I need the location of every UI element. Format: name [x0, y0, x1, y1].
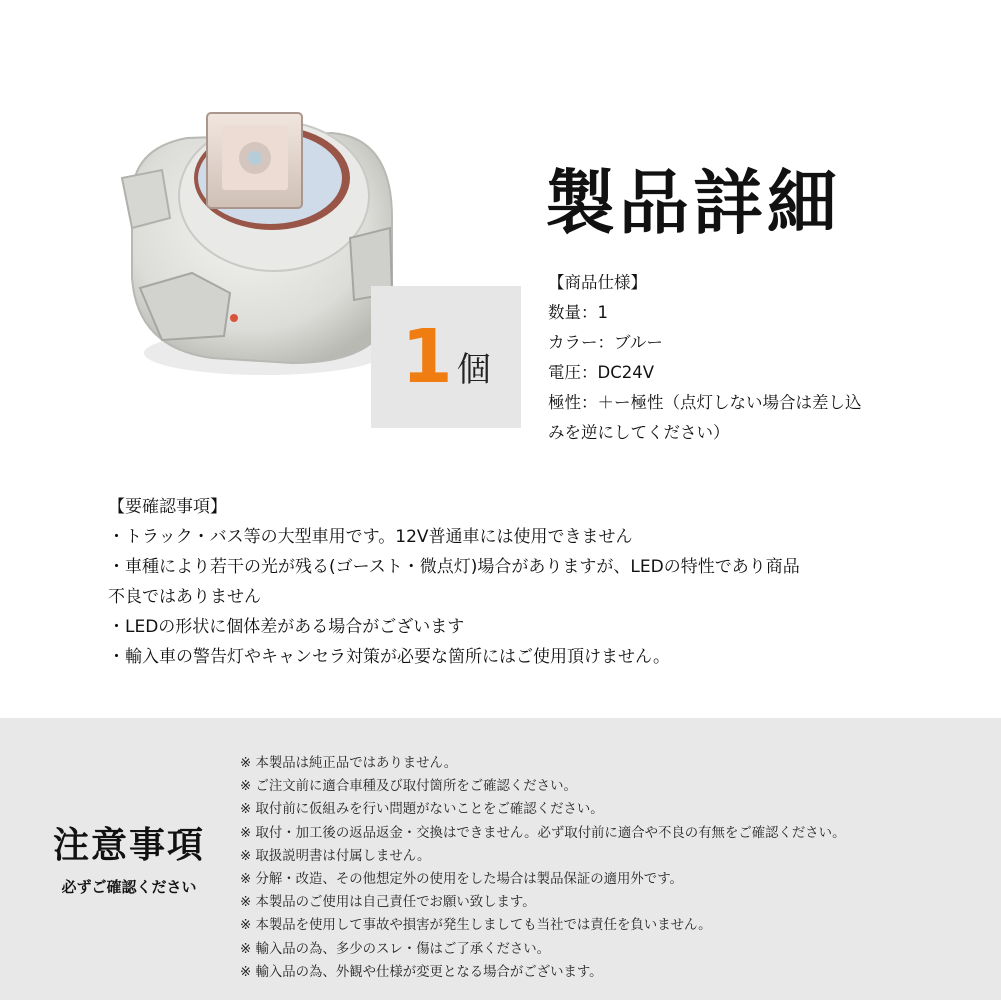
confirm-heading: 【要確認事項】 [108, 497, 227, 517]
caution-item: ※ 本製品を使用して事故や損害が発生しましても当社では責任を負いません。 [240, 918, 712, 934]
confirm-item-cont: 不良ではありません [108, 587, 261, 607]
caution-item: ※ 取付・加工後の返品返金・交換はできません。必ず取付前に適合や不良の有無をご確認ください。 [240, 825, 846, 841]
quantity-badge [371, 286, 521, 428]
spec-polarity: 極性：＋ー極性（点灯しない場合は差し込 [548, 393, 862, 412]
caution-item: ※ 取付前に仮組みを行い問題がないことをご確認ください。 [240, 802, 604, 818]
caution-item: ※ 輸入品の為、外観や仕様が変更となる場合がございます。 [240, 964, 603, 980]
caution-item: ※ 取扱説明書は付属しません。 [240, 848, 431, 864]
caution-subtitle: 必ずご確認ください [61, 878, 197, 896]
caution-heading [0, 825, 258, 897]
spec-polarity-cont: みを逆にしてください） [548, 423, 730, 442]
caution-item: ※ 分解・改造、その他想定外の使用をした場合は製品保証の適用外です。 [240, 872, 683, 888]
quantity-unit: 個 [456, 349, 491, 390]
caution-list [240, 752, 980, 984]
detail-title: 製品詳細 [545, 162, 841, 244]
confirm-item: ・LEDの形状に個体差がある場合がございます [108, 617, 465, 637]
spec-color: カラー：ブルー [548, 333, 663, 352]
caution-item: ※ ご注文前に適合車種及び取付箇所をご確認ください。 [240, 779, 577, 795]
caution-item: ※ 本製品は純正品ではありません。 [240, 756, 458, 771]
caution-item: ※ 本製品のご使用は自己責任でお願い致します。 [240, 895, 536, 911]
spec-heading: 【商品仕様】 [548, 273, 647, 292]
confirm-block [108, 492, 968, 672]
quantity-number: 1 [401, 314, 451, 400]
spec-voltage: 電圧：DC24V [548, 363, 655, 382]
spec-block [548, 268, 928, 448]
confirm-item: ・車種により若干の光が残る(ゴースト・微点灯)場合がありますが、LEDの特性であり商品 [108, 557, 800, 577]
confirm-item: ・トラック・バス等の大型車用です。12V普通車には使用できません [108, 527, 633, 547]
caution-title: 注意事項 [52, 825, 205, 866]
confirm-item: ・輸入車の警告灯やキャンセラ対策が必要な箇所にはご使用頂けません。 [108, 647, 671, 667]
spec-quantity: 数量：1 [548, 303, 608, 322]
caution-item: ※ 輸入品の為、多少のスレ・傷はご了承ください。 [240, 941, 551, 957]
